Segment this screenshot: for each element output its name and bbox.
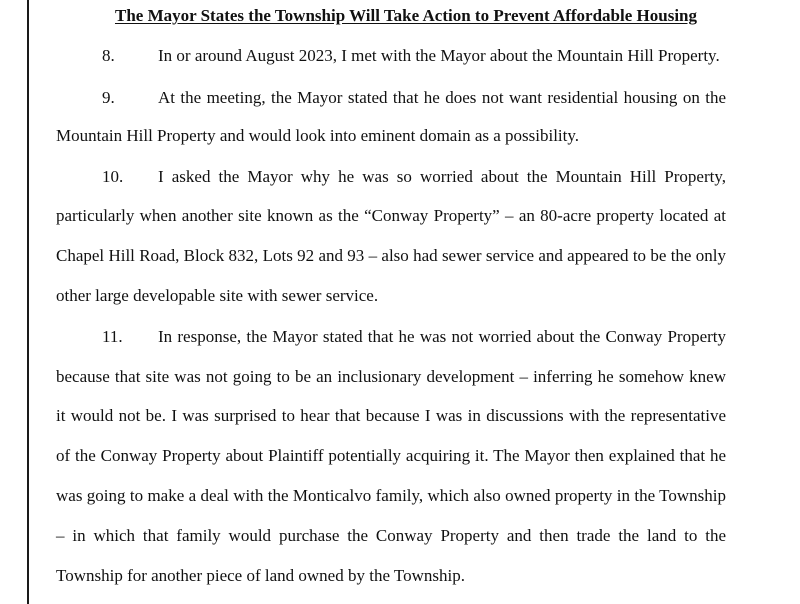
paragraph-line: other large developable site with sewer service.: [56, 286, 379, 305]
paragraph-line: At the meeting, the Mayor stated that he does not want residential housing on the: [158, 88, 726, 107]
paragraph-line: Township for another piece of land owned by the Township.: [56, 566, 465, 585]
paragraph-line: I asked the Mayor why he was so worried about the Mountain Hill Property,: [158, 167, 726, 186]
paragraph-number: 11.: [102, 327, 123, 346]
paragraph-line: particularly when another site known as the “Conway Property” – an 80-acre property located at: [56, 206, 726, 225]
paragraph-line: In response, the Mayor stated that he was not worried about the Conway Property: [158, 327, 726, 346]
paragraph-line: of the Conway Property about Plaintiff potentially acquiring it. The Mayor then explained that he: [56, 446, 726, 465]
paragraph-line: In or around August 2023, I met with the Mayor about the Mountain Hill Property.: [158, 46, 720, 65]
paragraph-number: 9.: [102, 88, 115, 107]
section-heading: The Mayor States the Township Will Take Action to Prevent Affordable Housing: [114, 6, 698, 25]
paragraph-line: Mountain Hill Property and would look into eminent domain as a possibility.: [56, 126, 580, 145]
paragraph-line: because that site was not going to be an inclusionary development – inferring he somehow knew: [56, 367, 726, 386]
left-margin-rule: [27, 0, 29, 604]
paragraph-line: Chapel Hill Road, Block 832, Lots 92 and 93 – also had sewer service and appeared to be the only: [56, 246, 726, 265]
paragraph-number: 10.: [102, 167, 124, 186]
paragraph-line: was going to make a deal with the Monticalvo family, which also owned property in the Township: [56, 486, 726, 505]
paragraph-line: it would not be. I was surprised to hear that because I was in discussions with the representative: [56, 406, 726, 425]
paragraph-line: – in which that family would purchase the Conway Property and then trade the land to the: [56, 526, 726, 545]
paragraph-number: 8.: [102, 46, 115, 65]
